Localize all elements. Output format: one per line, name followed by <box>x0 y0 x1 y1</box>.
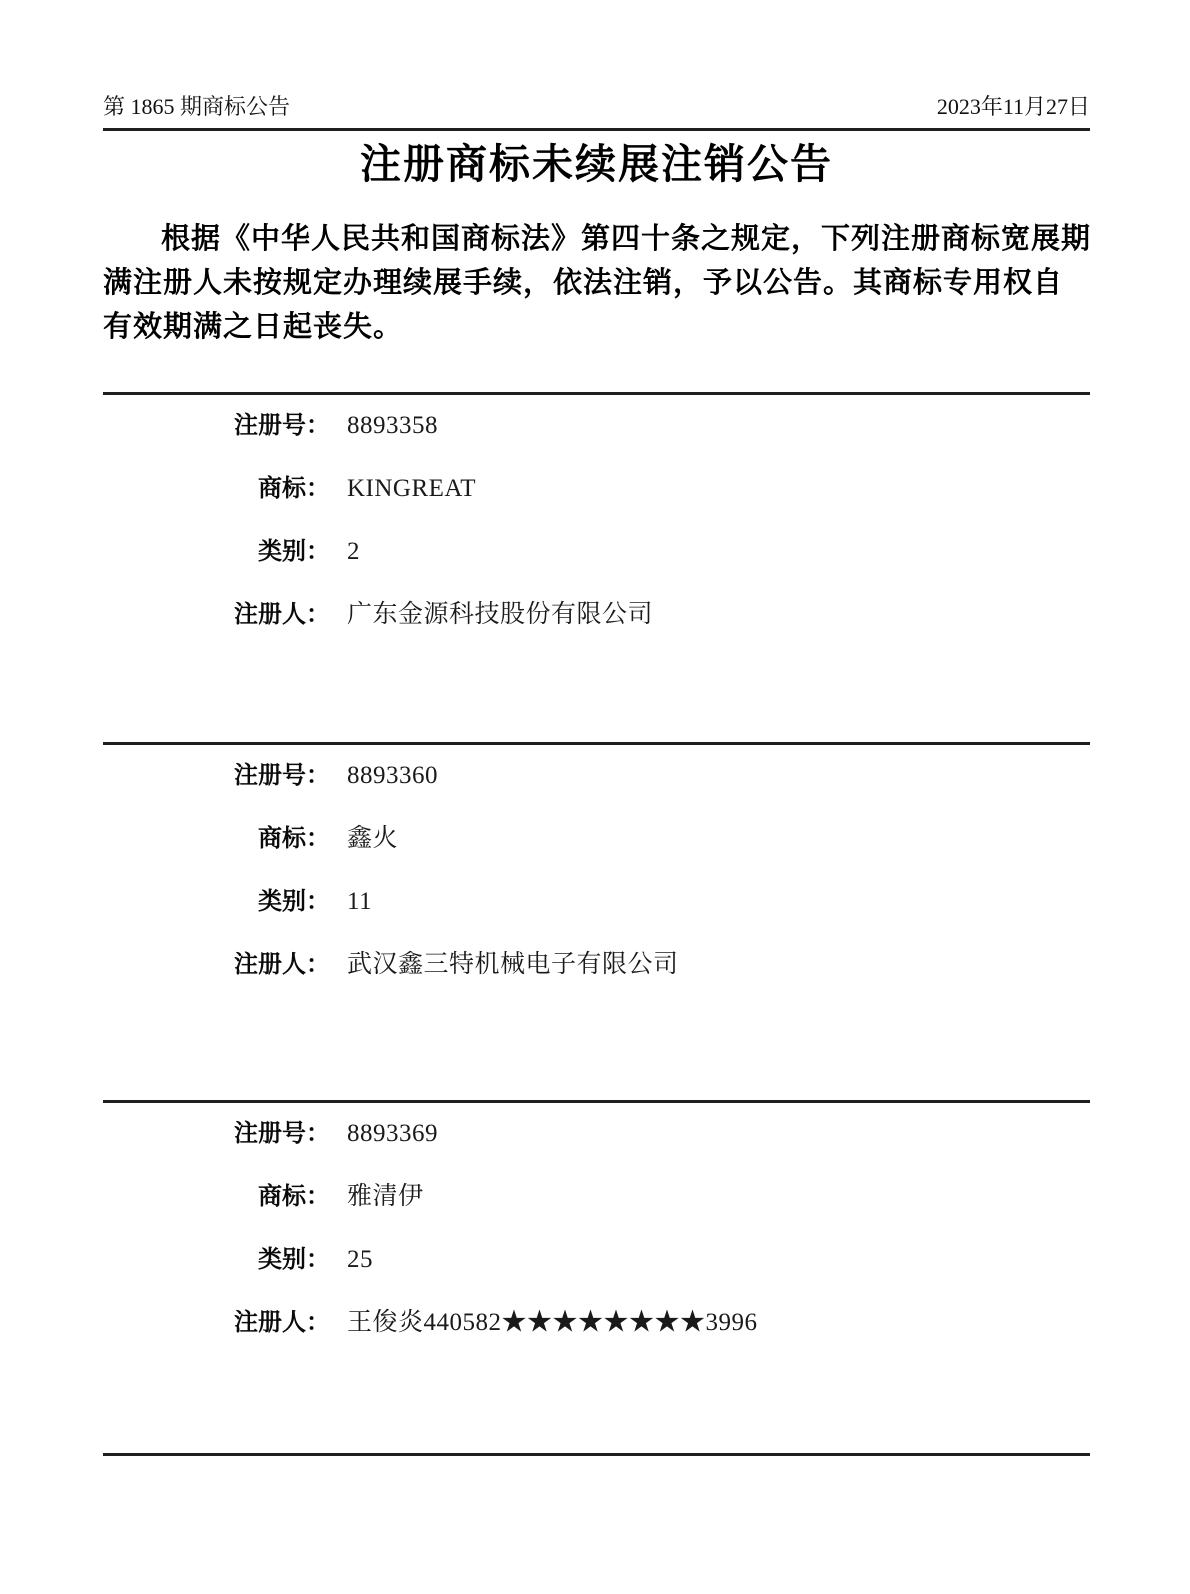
category-label: 类别： <box>258 539 330 565</box>
reg-no-row <box>103 760 1090 792</box>
category-value: 25 <box>347 1246 373 1273</box>
trademark-row <box>103 1181 1090 1213</box>
registrant-value: 武汉鑫三特机械电子有限公司 <box>347 951 679 978</box>
registrant-label: 注册人： <box>234 952 330 978</box>
trademark-value: KINGREAT <box>347 475 476 502</box>
registrant-value: 广东金源科技股份有限公司 <box>347 601 654 628</box>
category-value: 2 <box>347 538 360 565</box>
intro-line: 有效期满之日起丧失。 <box>103 311 404 343</box>
reg-no-value: 8893360 <box>347 762 438 789</box>
registrant-value: 王俊炎440582★★★★★★★★3996 <box>347 1309 758 1336</box>
trademark-entry <box>103 392 1090 742</box>
category-row <box>103 536 1090 568</box>
reg-no-value: 8893369 <box>347 1120 438 1147</box>
trademark-value: 雅清伊 <box>347 1183 424 1210</box>
reg-no-row <box>103 410 1090 442</box>
trademark-label: 商标： <box>258 826 330 852</box>
category-row <box>103 1244 1090 1276</box>
trademark-entry <box>103 1100 1090 1453</box>
content-column <box>103 0 1090 1456</box>
trademark-label: 商标： <box>258 476 330 502</box>
trademark-entry <box>103 742 1090 1100</box>
registrant-row <box>103 1307 1090 1339</box>
entry-list <box>103 392 1090 1456</box>
trademark-label: 商标： <box>258 1184 330 1210</box>
category-row <box>103 886 1090 918</box>
page-title: 注册商标未续展注销公告 <box>360 141 833 187</box>
running-header <box>103 0 1090 120</box>
reg-no-label: 注册号： <box>234 413 330 439</box>
gazette-date-label: 2023年11月27日 <box>936 94 1090 119</box>
bottom-divider <box>103 1453 1090 1456</box>
reg-no-value: 8893358 <box>347 412 438 439</box>
trademark-row <box>103 473 1090 505</box>
header-divider <box>103 128 1090 131</box>
registrant-label: 注册人： <box>234 602 330 628</box>
trademark-row <box>103 823 1090 855</box>
reg-no-row <box>103 1118 1090 1150</box>
registrant-label: 注册人： <box>234 1310 330 1336</box>
gazette-issue-label: 第 1865 期商标公告 <box>103 94 291 119</box>
registrant-row <box>103 599 1090 631</box>
trademark-value: 鑫火 <box>347 825 399 852</box>
intro-paragraph <box>103 217 1090 349</box>
registrant-row <box>103 949 1090 981</box>
category-value: 11 <box>347 888 373 915</box>
reg-no-label: 注册号： <box>234 763 330 789</box>
intro-line: 根据《中华人民共和国商标法》第四十条之规定，下列注册商标宽展期 <box>161 223 1092 255</box>
reg-no-label: 注册号： <box>234 1121 330 1147</box>
intro-line: 满注册人未按规定办理续展手续，依法注销，予以公告。其商标专用权自 <box>103 267 1064 299</box>
category-label: 类别： <box>258 889 330 915</box>
category-label: 类别： <box>258 1247 330 1273</box>
